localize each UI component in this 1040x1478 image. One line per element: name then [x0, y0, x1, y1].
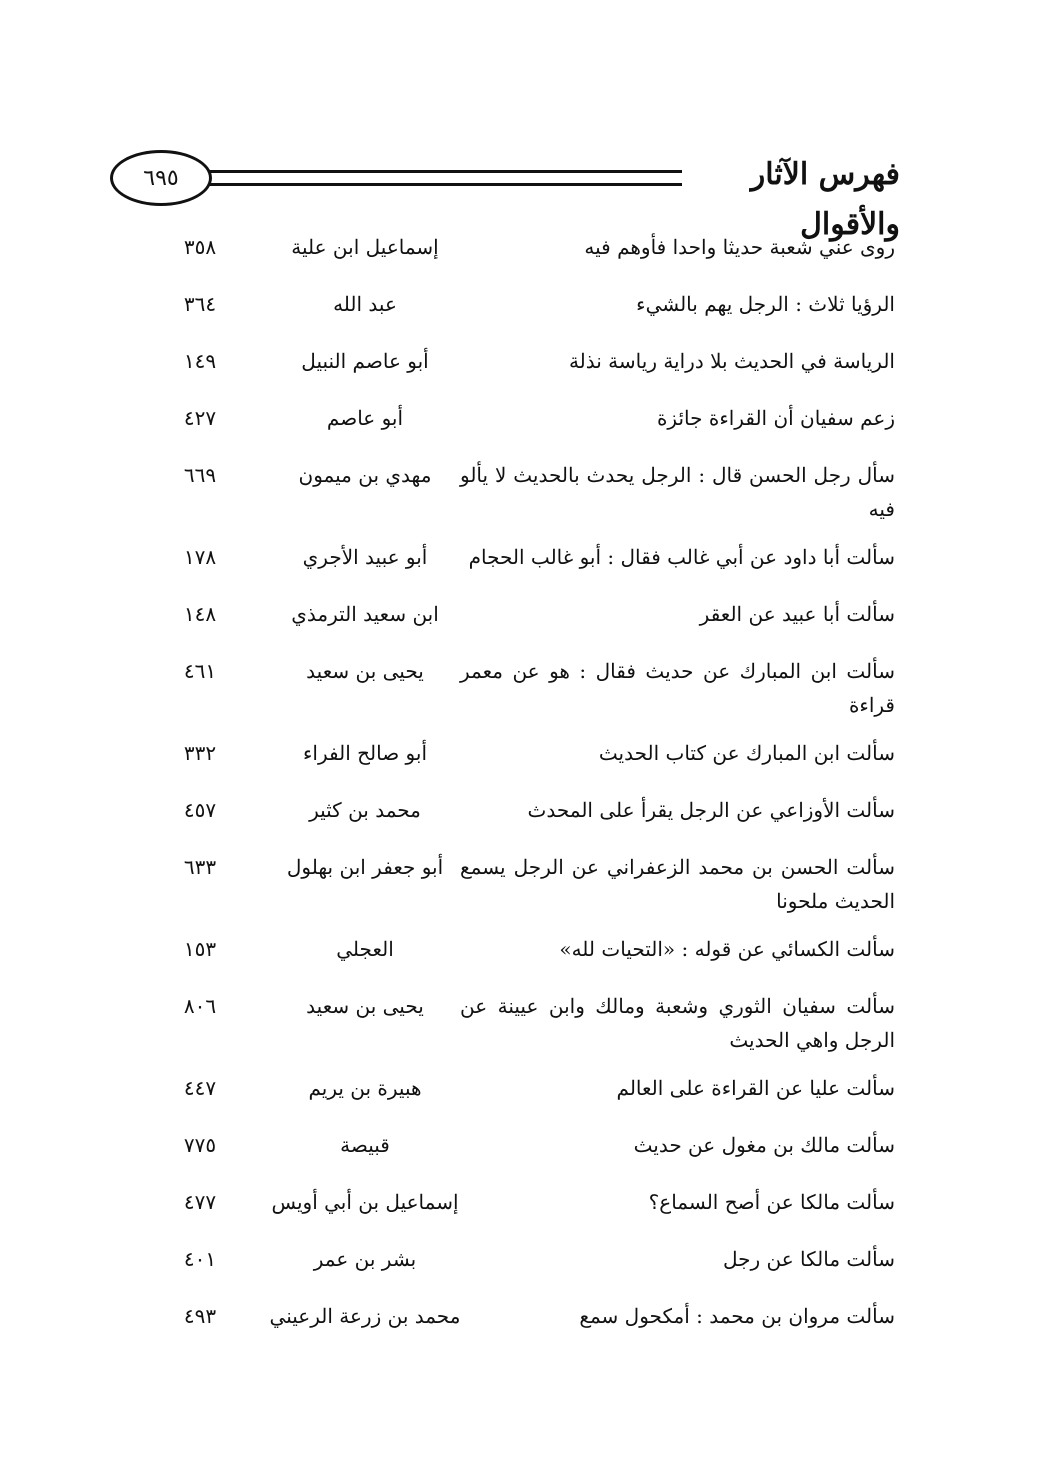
entry-phrase: سألت مالك بن مغول عن حديث [633, 1133, 895, 1157]
entry-page-number: ٤٦١ [183, 659, 217, 683]
entry-phrase: سألت الكسائي عن قوله : «التحيات لله» [559, 937, 895, 961]
entry-page-number: ٣٣٢ [183, 741, 217, 765]
entry-page-number: ١٧٨ [183, 545, 217, 569]
index-entry [150, 924, 895, 981]
entry-page-number: ١٤٩ [183, 349, 217, 373]
entry-phrase: سأل رجل الحسن قال : الرجل يحدث بالحديث لا يألو فيه [460, 463, 895, 521]
entry-narrator: يحيى بن سعيد [306, 994, 424, 1018]
entry-page-number: ٦٦٩ [183, 463, 217, 487]
entry-page-number: ١٥٣ [183, 937, 217, 961]
index-entry [150, 646, 895, 728]
entry-narrator: إسماعيل بن أبي أويس [271, 1190, 459, 1214]
index-entry [150, 222, 895, 279]
index-entry [150, 393, 895, 450]
entry-narrator: أبو جعفر ابن بهلول [286, 855, 444, 879]
index-entry [150, 842, 895, 924]
index-entry [150, 1234, 895, 1291]
entry-narrator: بشر بن عمر [313, 1247, 417, 1271]
header-double-rule [210, 170, 682, 186]
entry-page-number: ٤٥٧ [183, 798, 217, 822]
entry-narrator: أبو عاصم [326, 406, 404, 430]
entry-phrase: سألت سفيان الثوري وشعبة ومالك وابن عيينة عن الرجل واهي الحديث [460, 994, 895, 1052]
entry-phrase: سألت مالكا عن رجل [722, 1247, 895, 1271]
entry-phrase: سألت ابن المبارك عن كتاب الحديث [598, 741, 895, 765]
entry-phrase: الرياسة في الحديث بلا دراية رياسة نذلة [568, 349, 895, 373]
entry-narrator: محمد بن زرعة الرعيني [269, 1304, 461, 1328]
index-entry [150, 1063, 895, 1120]
entry-narrator: أبو عاصم النبيل [301, 349, 429, 373]
entry-page-number: ٧٧٥ [183, 1133, 217, 1157]
entry-phrase: روى عني شعبة حديثا واحدا فأوهم فيه [584, 235, 895, 259]
entry-page-number: ٣٥٨ [183, 235, 217, 259]
entry-page-number: ٤٤٧ [183, 1076, 217, 1100]
index-entry [150, 589, 895, 646]
entry-narrator: العجلي [336, 937, 394, 961]
entry-narrator: محمد بن كثير [309, 798, 421, 822]
page-title: فهرس الآثار والأقوال [750, 157, 900, 242]
entry-phrase: سألت الحسن بن محمد الزعفراني عن الرجل يسمع الحديث ملحونا [460, 855, 895, 913]
entry-page-number: ٤٧٧ [183, 1190, 217, 1214]
entry-page-number: ٤٠١ [183, 1247, 217, 1271]
entry-narrator: ابن سعيد الترمذي [291, 602, 439, 626]
entry-phrase: سألت مالكا عن أصح السماع؟ [648, 1190, 895, 1214]
entry-phrase: سألت أبا داود عن أبي غالب فقال : أبو غالب الحجام [468, 545, 895, 569]
index-entry [150, 1291, 895, 1348]
index-entry [150, 336, 895, 393]
index-entry [150, 1177, 895, 1234]
entry-phrase: سألت أبا عبيد عن العقر [699, 602, 895, 626]
entry-narrator: أبو صالح الفراء [302, 741, 427, 765]
entry-phrase: سألت عليا عن القراءة على العالم [616, 1076, 895, 1100]
page-header [110, 150, 900, 242]
entry-page-number: ٤٢٧ [183, 406, 217, 430]
index-entry [150, 728, 895, 785]
entry-phrase: زعم سفيان أن القراءة جائزة [656, 406, 895, 430]
entry-page-number: ١٤٨ [183, 602, 217, 626]
entry-narrator: مهدي بن ميمون [298, 463, 432, 487]
entry-phrase: سألت ابن المبارك عن حديث فقال : هو عن معمر قراءة [460, 659, 895, 717]
entry-page-number: ٨٠٦ [183, 994, 217, 1018]
entry-page-number: ٦٣٣ [183, 855, 217, 879]
index-entry [150, 532, 895, 589]
entry-phrase: سألت مروان بن محمد : أمكحول سمع [579, 1304, 895, 1328]
index-entry [150, 981, 895, 1063]
entry-narrator: هبيرة بن يريم [308, 1076, 422, 1100]
page-number: ٦٩٥ [110, 150, 212, 206]
index-entry [150, 450, 895, 532]
index-entries [150, 222, 895, 1348]
index-entry [150, 279, 895, 336]
index-entry [150, 785, 895, 842]
entry-narrator: قبيصة [340, 1133, 390, 1157]
entry-page-number: ٣٦٤ [183, 292, 217, 316]
entry-phrase: الرؤيا ثلاث : الرجل يهم بالشيء [636, 292, 895, 316]
entry-page-number: ٤٩٣ [183, 1304, 217, 1328]
entry-narrator: أبو عبيد الأجري [302, 545, 428, 569]
entry-narrator: إسماعيل ابن علية [291, 235, 439, 259]
entry-narrator: عبد الله [333, 292, 397, 316]
entry-phrase: سألت الأوزاعي عن الرجل يقرأ على المحدث [527, 798, 895, 822]
entry-narrator: يحيى بن سعيد [306, 659, 424, 683]
index-entry [150, 1120, 895, 1177]
